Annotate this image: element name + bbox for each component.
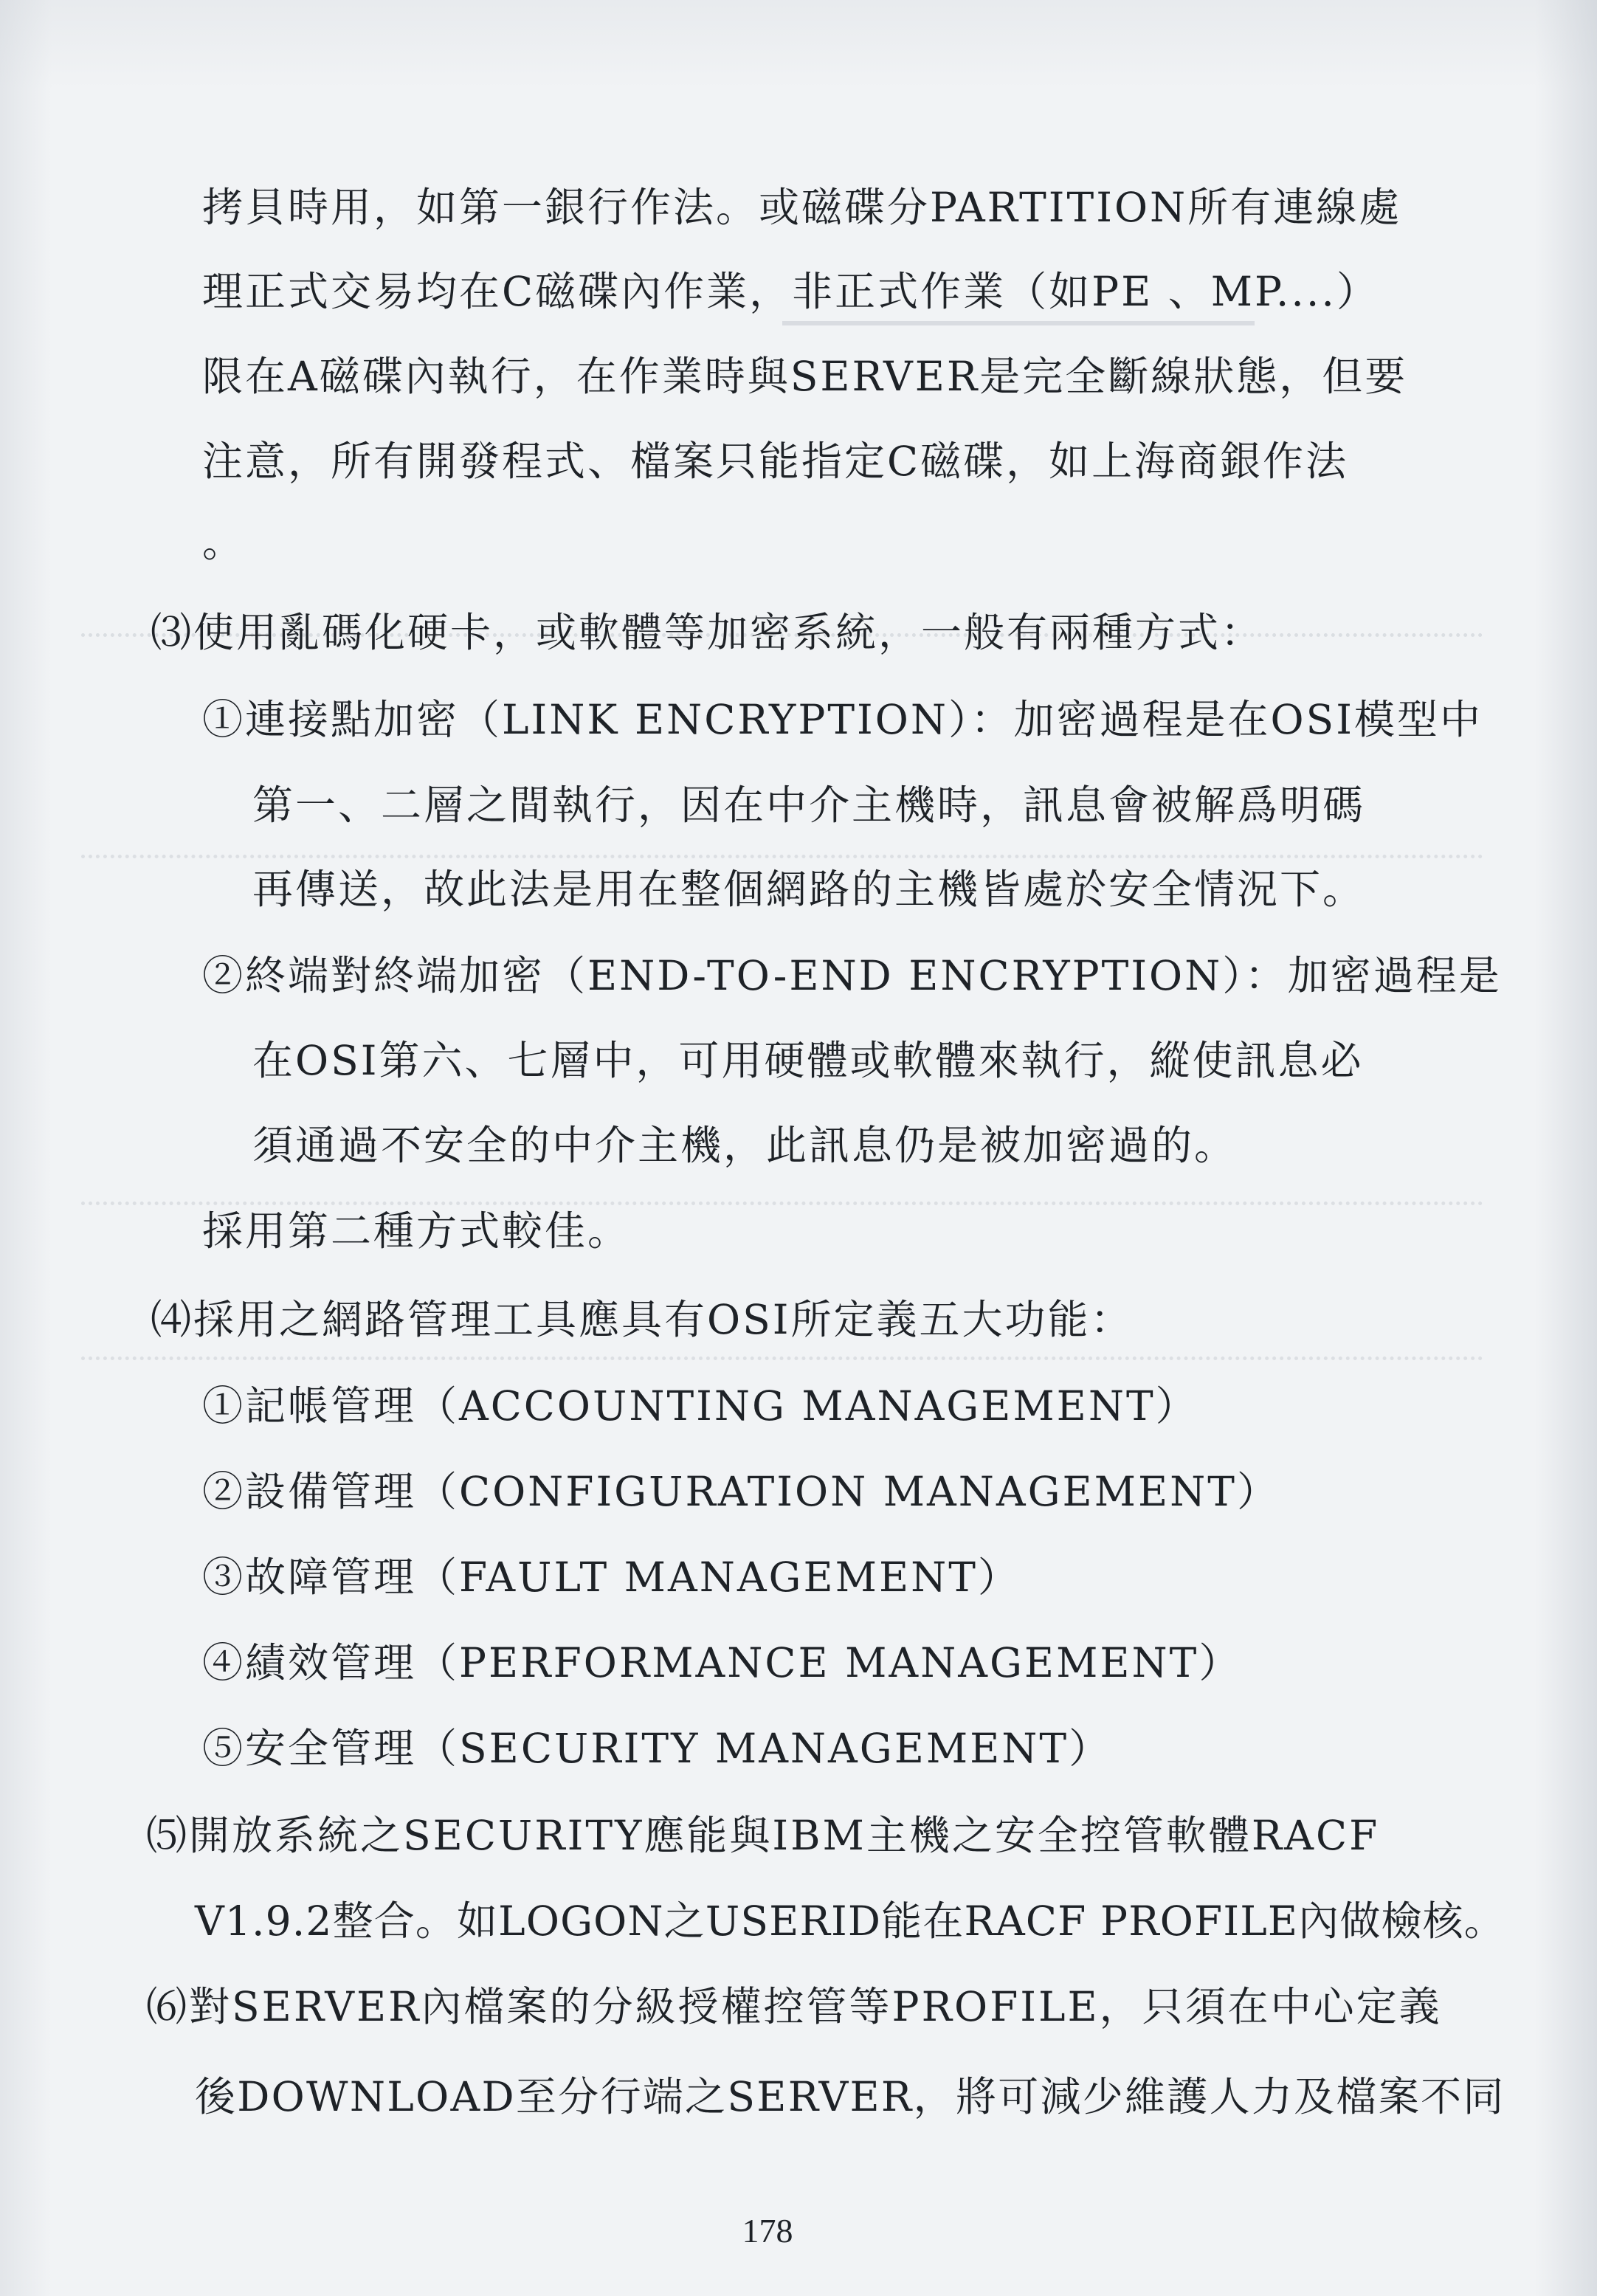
item-4-function-2: ②設備管理（CONFIGURATION MANAGEMENT）: [202, 1468, 1280, 1515]
item-3-sub-1: ①連接點加密（LINK ENCRYPTION）：加密過程是在OSI模型中: [202, 696, 1483, 743]
item-3-sub-2: ②終端對終端加密（END-TO-END ENCRYPTION）：加密過程是: [202, 952, 1502, 999]
item-3-sub-2-cont-2: 須通過不安全的中介主機，此訊息仍是被加密過的。: [252, 1122, 1238, 1169]
item-3-sub-1-cont-2: 再傳送，故此法是用在整個網路的主機皆處於安全情況下。: [252, 866, 1366, 913]
item-4-function-4: ④績效管理（PERFORMANCE MANAGEMENT）: [202, 1639, 1242, 1686]
item-3-sub-2-cont-1: 在OSI第六、七層中，可用硬體或軟體來執行，縱使訊息必: [252, 1037, 1364, 1084]
text-line-1: 拷貝時用，如第一銀行作法。或磁碟分PARTITION所有連線處: [202, 184, 1402, 231]
item-4-function-5: ⑤安全管理（SECURITY MANAGEMENT）: [202, 1725, 1112, 1772]
bleed-through-mark: [81, 827, 1483, 858]
item-3-conclusion: 採用第二種方式較佳。: [202, 1207, 631, 1255]
text-line-5: 。: [202, 519, 246, 566]
text-line-4: 注意，所有開發程式、檔案只能指定C磁碟，如上海商銀作法: [202, 438, 1349, 485]
item-3-heading: ⑶使用亂碼化硬卡，或軟體等加密系統，一般有兩種方式：: [151, 609, 1264, 656]
item-5-cont: V1.9.2整合。如LOGON之USERID能在RACF PROFILE內做檢核。: [195, 1897, 1505, 1945]
item-4-heading: ⑷採用之網路管理工具應具有OSI所定義五大功能：: [151, 1296, 1134, 1343]
item-4-function-1: ①記帳管理（ACCOUNTING MANAGEMENT）: [202, 1382, 1198, 1430]
page-number: 178: [742, 2212, 793, 2250]
item-6-heading: ⑹對SERVER內檔案的分級授權控管等PROFILE，只須在中心定義: [146, 1983, 1442, 2030]
text-line-3: 限在A磁碟內執行，在作業時與SERVER是完全斷線狀態，但要: [202, 353, 1408, 400]
item-3-sub-1-cont-1: 第一、二層之間執行，因在中介主機時，訊息會被解爲明碼: [252, 782, 1366, 829]
item-6-cont: 後DOWNLOAD至分行端之SERVER，將可減少維護人力及檔案不同: [195, 2073, 1505, 2120]
item-4-function-3: ③故障管理（FAULT MANAGEMENT）: [202, 1554, 1021, 1601]
bleed-through-mark: [81, 1173, 1483, 1205]
text-line-2: 理正式交易均在C磁碟內作業，非正式作業（如PE 、MP....）: [202, 268, 1379, 315]
item-5-heading: ⑸開放系統之SECURITY應能與IBM主機之安全控管軟體RACF: [146, 1812, 1380, 1859]
